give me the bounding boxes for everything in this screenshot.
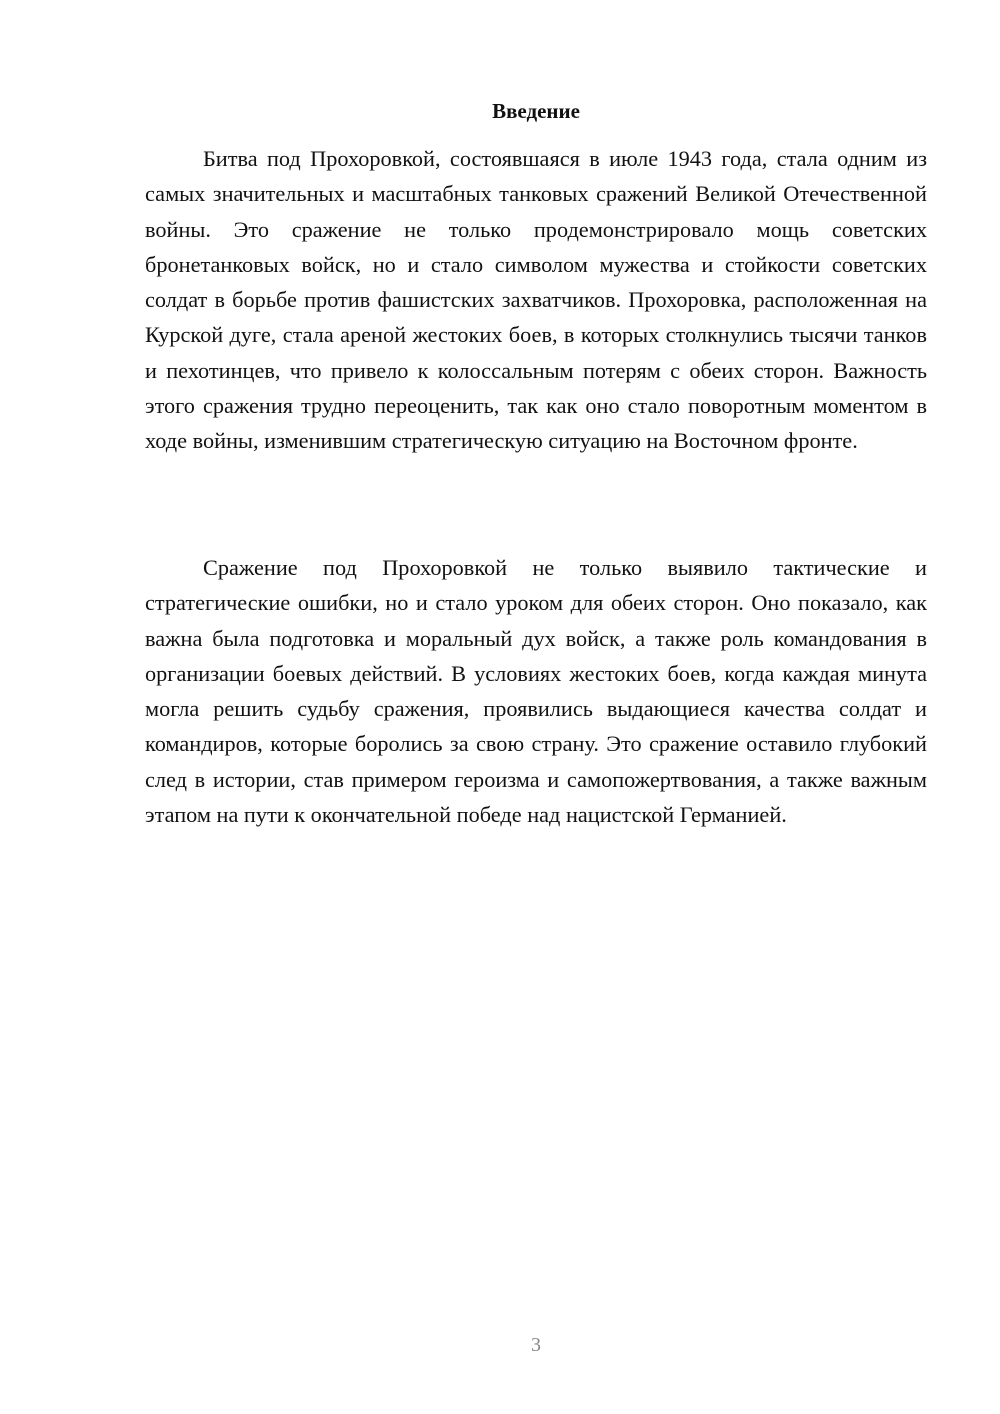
section-heading: Введение xyxy=(492,99,580,123)
page-number: 3 xyxy=(531,1334,541,1356)
paragraph-2-container xyxy=(145,550,927,832)
paragraph-2: Сражение под Прохоровкой не только выявило тактические и стратегические ошибки, но и стало уроком для обеих сторон. Оно показало, как важна была подготовка и моральный дух войск, а также роль командования в организации боевых действий. В условиях жестоких боев, когда каждая минута могла решить судьбу сражения, проявились выдающиеся качества солдат и командиров, которые боролись за свою страну. Это сражение оставило глубокий след в истории, став примером героизма и самопожертвования, а также важным этапом на пути к окончательной победе над нацистской Германией. xyxy=(145,555,927,828)
paragraph-1: Битва под Прохоровкой, состоявшаяся в июле 1943 года, стала одним из самых значительных и масштабных танковых сражений Великой Отечественной войны. Это сражение не только продемонстрировало мощь советских бронетанковых войск, но и стало символом мужества и стойкости советских солдат в борьбе против фашистских захватчиков. Прохоровка, расположенная на Курской дуге, стала ареной жестоких боев, в которых столкнулись тысячи танков и пехотинцев, что привело к колоссальным потерям с обеих сторон. Важность этого сражения трудно переоценить, так как оно стало поворотным моментом в ходе войны, изменившим стратегическую ситуацию на Восточном фронте. xyxy=(145,146,927,454)
paragraph-1-container xyxy=(145,141,927,459)
